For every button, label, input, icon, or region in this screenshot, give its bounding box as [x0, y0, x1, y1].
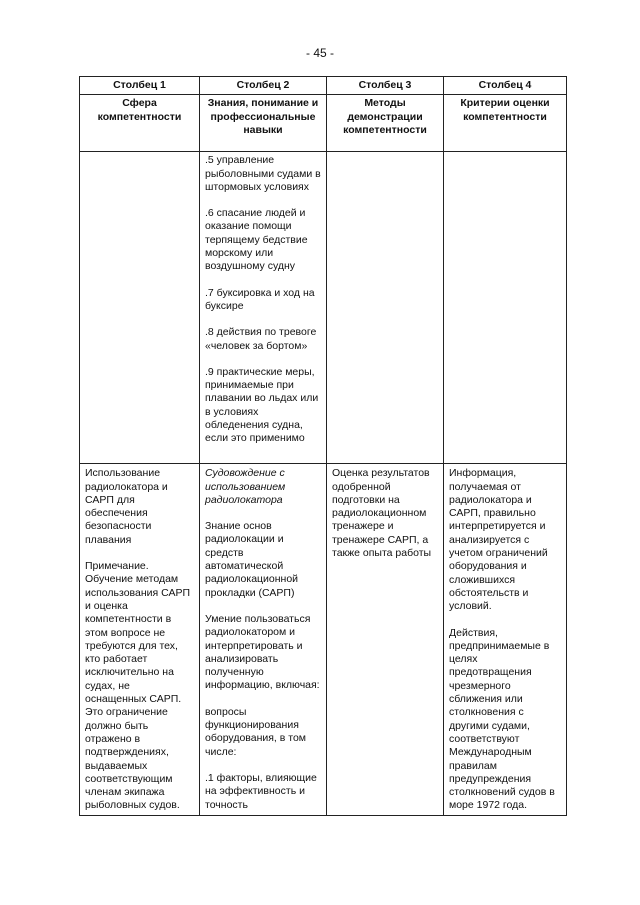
- knowledge-item: .1 факторы, влияющие на эффективность и точность: [205, 771, 317, 811]
- column-number-1: Столбец 1: [80, 77, 200, 95]
- knowledge-item: .9 практические меры, принимаемые при плавании во льдах или в условиях обледенения судна, если это применимо: [205, 365, 319, 445]
- column-header-1: Сфера компетентности: [80, 95, 200, 152]
- competence-note: Примечание. Обучение методам использования САРП и оценка компетентности в этом вопросе не требуются для тех, кто работает исключительно на судах, не оснащенных САРП. Это ограничение должно быть отражено в подтверждениях, выдаваемых соответствующим членам экипажа рыболовных судов.: [85, 560, 191, 812]
- knowledge-heading: Судовождение с использованием радиолокатора: [205, 467, 286, 506]
- column-number-2: Столбец 2: [200, 77, 327, 95]
- column-header-3: Методы демонстрации компетентности: [327, 95, 444, 152]
- column-number-row: [80, 77, 567, 95]
- row1-col1-cell: [80, 152, 200, 464]
- page-number: - 45 -: [305, 46, 334, 60]
- column-number-3: Столбец 3: [327, 77, 444, 95]
- row2-col4-cell: [444, 464, 567, 815]
- column-header-row: [80, 95, 567, 152]
- row2-col1-cell: [80, 464, 200, 815]
- row1-col2-cell: [200, 152, 327, 464]
- method-text: Оценка результатов одобренной подготовки на радиолокационном тренажере и тренажере САРП, а также опыта работы: [332, 467, 432, 560]
- row2-col3-cell: [327, 464, 444, 815]
- table-row: [80, 152, 567, 464]
- competence-table: [79, 76, 567, 816]
- row2-col2-cell: [200, 464, 327, 815]
- table-row: [80, 464, 567, 815]
- knowledge-item: .6 спасание людей и оказание помощи терпящему бедствие морскому или воздушному судну: [205, 207, 308, 273]
- knowledge-text: Умение пользоваться радиолокатором и интерпретировать и анализировать полученную информацию, включая:: [205, 612, 320, 692]
- knowledge-text: вопросы функционирования оборудования, в том числе:: [205, 705, 307, 758]
- column-header-4: Критерии оценки компетентности: [444, 95, 567, 152]
- knowledge-item: .5 управление рыболовными судами в штормовых условиях: [205, 154, 321, 193]
- column-number-4: Столбец 4: [444, 77, 567, 95]
- knowledge-text: Знание основ радиолокации и средств автоматической радиолокационной прокладки (САРП): [205, 520, 299, 599]
- competence-text: Использование радиолокатора и САРП для обеспечения безопасности плавания: [85, 467, 168, 546]
- knowledge-item: .7 буксировка и ход на буксире: [205, 286, 315, 312]
- row1-col3-cell: [327, 152, 444, 464]
- row1-col4-cell: [444, 152, 567, 464]
- criteria-text: Действия, предпринимаемые в целях предотвращения чрезмерного сближения или столкновения с другими судами, соответствуют Международным правилам предупреждения столкновений судов в море 1972 года.: [449, 626, 555, 812]
- knowledge-item: .8 действия по тревоге «человек за бортом»: [205, 326, 317, 352]
- criteria-text: Информация, получаемая от радиолокатора и САРП, правильно интерпретируется и анализируется с учетом ограничений оборудования и сложившихся обстоятельств и условий.: [449, 467, 548, 613]
- column-header-2: Знания, понимание и профессиональные навыки: [200, 95, 327, 152]
